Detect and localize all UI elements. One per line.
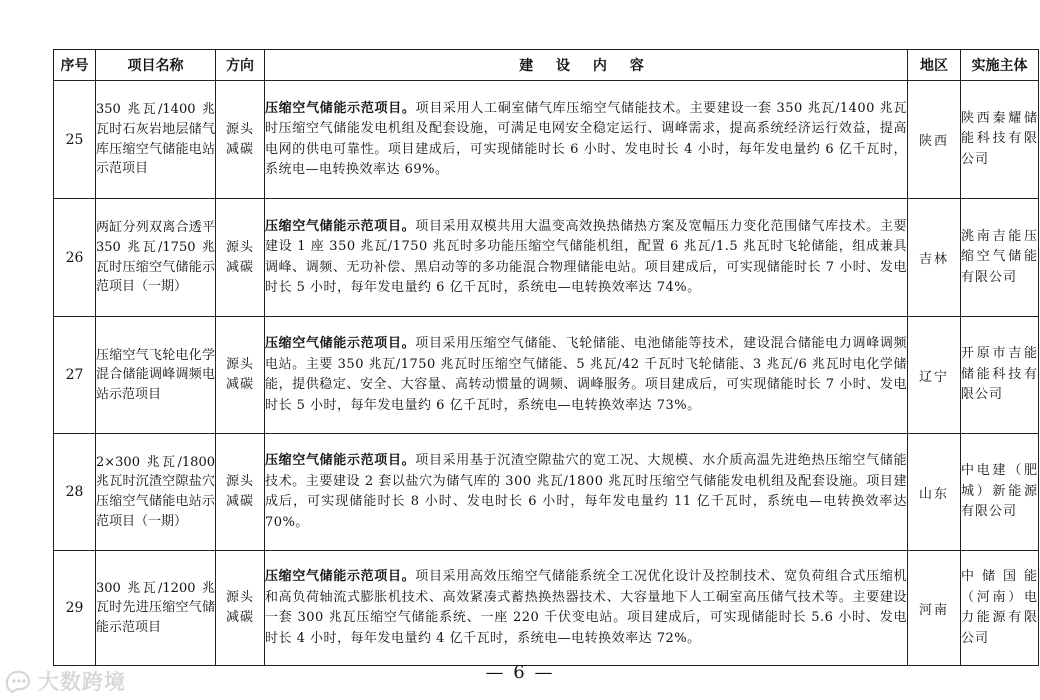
header-entity: 实施主体 bbox=[961, 50, 1039, 81]
project-name: 压缩空气飞轮电化学混合储能调峰调频电站示范项目 bbox=[96, 317, 216, 434]
project-entity: 中储国能（河南）电力能源有限公司 bbox=[961, 551, 1039, 666]
project-type: 压缩空气储能示范项目。 bbox=[265, 453, 416, 468]
project-direction: 源头 减碳 bbox=[216, 317, 265, 434]
project-name: 300 兆瓦/1200 兆瓦时先进压缩空气储能示范项目 bbox=[96, 551, 216, 666]
project-content bbox=[265, 81, 908, 199]
project-type: 压缩空气储能示范项目。 bbox=[265, 336, 416, 351]
project-name: 两缸分列双离合透平 350 兆瓦/1750 兆瓦时压缩空气储能示范项目（一期） bbox=[96, 199, 216, 317]
project-description: 项目采用人工硐室储气库压缩空气储能技术。主要建设一套 350 兆瓦/1400 兆瓦时压缩空气储能发电机组及配套设施，可满足电网安全稳定运行、调峰需求，提高系统经济运行效益，提高电网的供电可靠性。项目建成后，可实现储能时长 6 小时、发电时长 4 小时，每年发电量约 6 亿千瓦时，系统电—电转换效率达 69%。 bbox=[265, 100, 907, 177]
project-entity: 中电建（肥城）新能源有限公司 bbox=[961, 434, 1039, 551]
project-content bbox=[265, 434, 908, 551]
header-content: 建 设 内 容 bbox=[265, 50, 908, 81]
row-no: 27 bbox=[54, 317, 96, 434]
project-region: 陕西 bbox=[908, 81, 961, 199]
table-row bbox=[54, 317, 1039, 434]
table-header-row bbox=[54, 50, 1039, 81]
project-region: 辽宁 bbox=[908, 317, 961, 434]
row-no: 29 bbox=[54, 551, 96, 666]
project-region: 河南 bbox=[908, 551, 961, 666]
row-no: 26 bbox=[54, 199, 96, 317]
header-no: 序号 bbox=[54, 50, 96, 81]
project-direction: 源头 减碳 bbox=[216, 551, 265, 666]
projects-table bbox=[53, 49, 1039, 666]
project-type: 压缩空气储能示范项目。 bbox=[265, 569, 416, 584]
project-description: 项目采用压缩空气储能、飞轮储能、电池储能等技术，建设混合储能电力调峰调频电站。主要 350 兆瓦/1750 兆瓦时压缩空气储能、5 兆瓦/42 千瓦时飞轮储能、3 兆瓦/6 兆瓦时电化学储能，提供稳定、安全、大容量、高转动惯量的调频、调峰服务。项目建成后，可实现储能时长 7 小时、发电时长 5 小时，每年发电量约 6 亿千瓦时，系统电—电转换效率达 73%。 bbox=[265, 336, 907, 413]
project-entity: 开原市吉能储能科技有限公司 bbox=[961, 317, 1039, 434]
row-no: 28 bbox=[54, 434, 96, 551]
project-description: 项目采用双模共用大温变高效换热储热方案及宽幅压力变化范围储气库技术。主要建设 1 座 350 兆瓦/1750 兆瓦时多功能压缩空气储能机组，配置 6 兆瓦/1.5 兆瓦时飞轮储能，组成兼具调峰、调频、无功补偿、黑启动等的多功能混合物理储能电站。项目建成后，可实现储能时长 7 小时、发电时长 5 小时，每年发电量约 6 亿千瓦时，系统电—电转换效率达 74%。 bbox=[265, 218, 907, 295]
project-content bbox=[265, 551, 908, 666]
header-direction: 方向 bbox=[216, 50, 265, 81]
header-region: 地区 bbox=[908, 50, 961, 81]
row-no: 25 bbox=[54, 81, 96, 199]
table-row bbox=[54, 81, 1039, 199]
project-description: 项目采用高效压缩空气储能系统全工况优化设计及控制技术、宽负荷组合式压缩机和高负荷轴流式膨胀机技术、高效紧凑式蓄热换热器技术、大容量地下人工硐室高压储气技术等。主要建设一套 300 兆瓦压缩空气储能系统、一座 220 千伏变电站。项目建成后，可实现储能时长 5.6 小时、发电时长 4 小时，每年发电量约 4 亿千瓦时，系统电—电转换效率达 72%。 bbox=[265, 569, 907, 646]
project-entity: 陕西秦耀储能科技有限公司 bbox=[961, 81, 1039, 199]
project-name: 350 兆瓦/1400 兆瓦时石灰岩地层储气库压缩空气储能电站示范项目 bbox=[96, 81, 216, 199]
table-row bbox=[54, 199, 1039, 317]
project-content bbox=[265, 317, 908, 434]
project-entity: 洮南吉能压缩空气储能有限公司 bbox=[961, 199, 1039, 317]
table-row bbox=[54, 551, 1039, 666]
project-region: 山东 bbox=[908, 434, 961, 551]
watermark-text: 大数跨境 bbox=[38, 670, 126, 694]
project-name: 2×300 兆瓦/1800 兆瓦时沉渣空隙盐穴压缩空气储能电站示范项目（一期） bbox=[96, 434, 216, 551]
brand-logo-icon bbox=[4, 668, 34, 694]
table-row bbox=[54, 434, 1039, 551]
project-direction: 源头 减碳 bbox=[216, 199, 265, 317]
header-name: 项目名称 bbox=[96, 50, 216, 81]
page-number: — 6 — bbox=[485, 662, 555, 683]
project-type: 压缩空气储能示范项目。 bbox=[265, 218, 416, 234]
project-region: 吉林 bbox=[908, 199, 961, 317]
project-direction: 源头 减碳 bbox=[216, 81, 265, 199]
project-content bbox=[265, 199, 908, 317]
watermark bbox=[4, 666, 126, 696]
project-type: 压缩空气储能示范项目。 bbox=[265, 100, 416, 116]
project-description: 项目采用基于沉渣空隙盐穴的宽工况、大规模、水介质高温先进绝热压缩空气储能技术。主要建设 2 套以盐穴为储气库的 300 兆瓦/1800 兆瓦时压缩空气储能发电机组及配套设施。项目建成后，可实现储能时长 8 小时、发电时长 6 小时，每年发电量约 11 亿千瓦时，系统电—电转换效率达 70%。 bbox=[265, 453, 907, 530]
project-direction: 源头 减碳 bbox=[216, 434, 265, 551]
